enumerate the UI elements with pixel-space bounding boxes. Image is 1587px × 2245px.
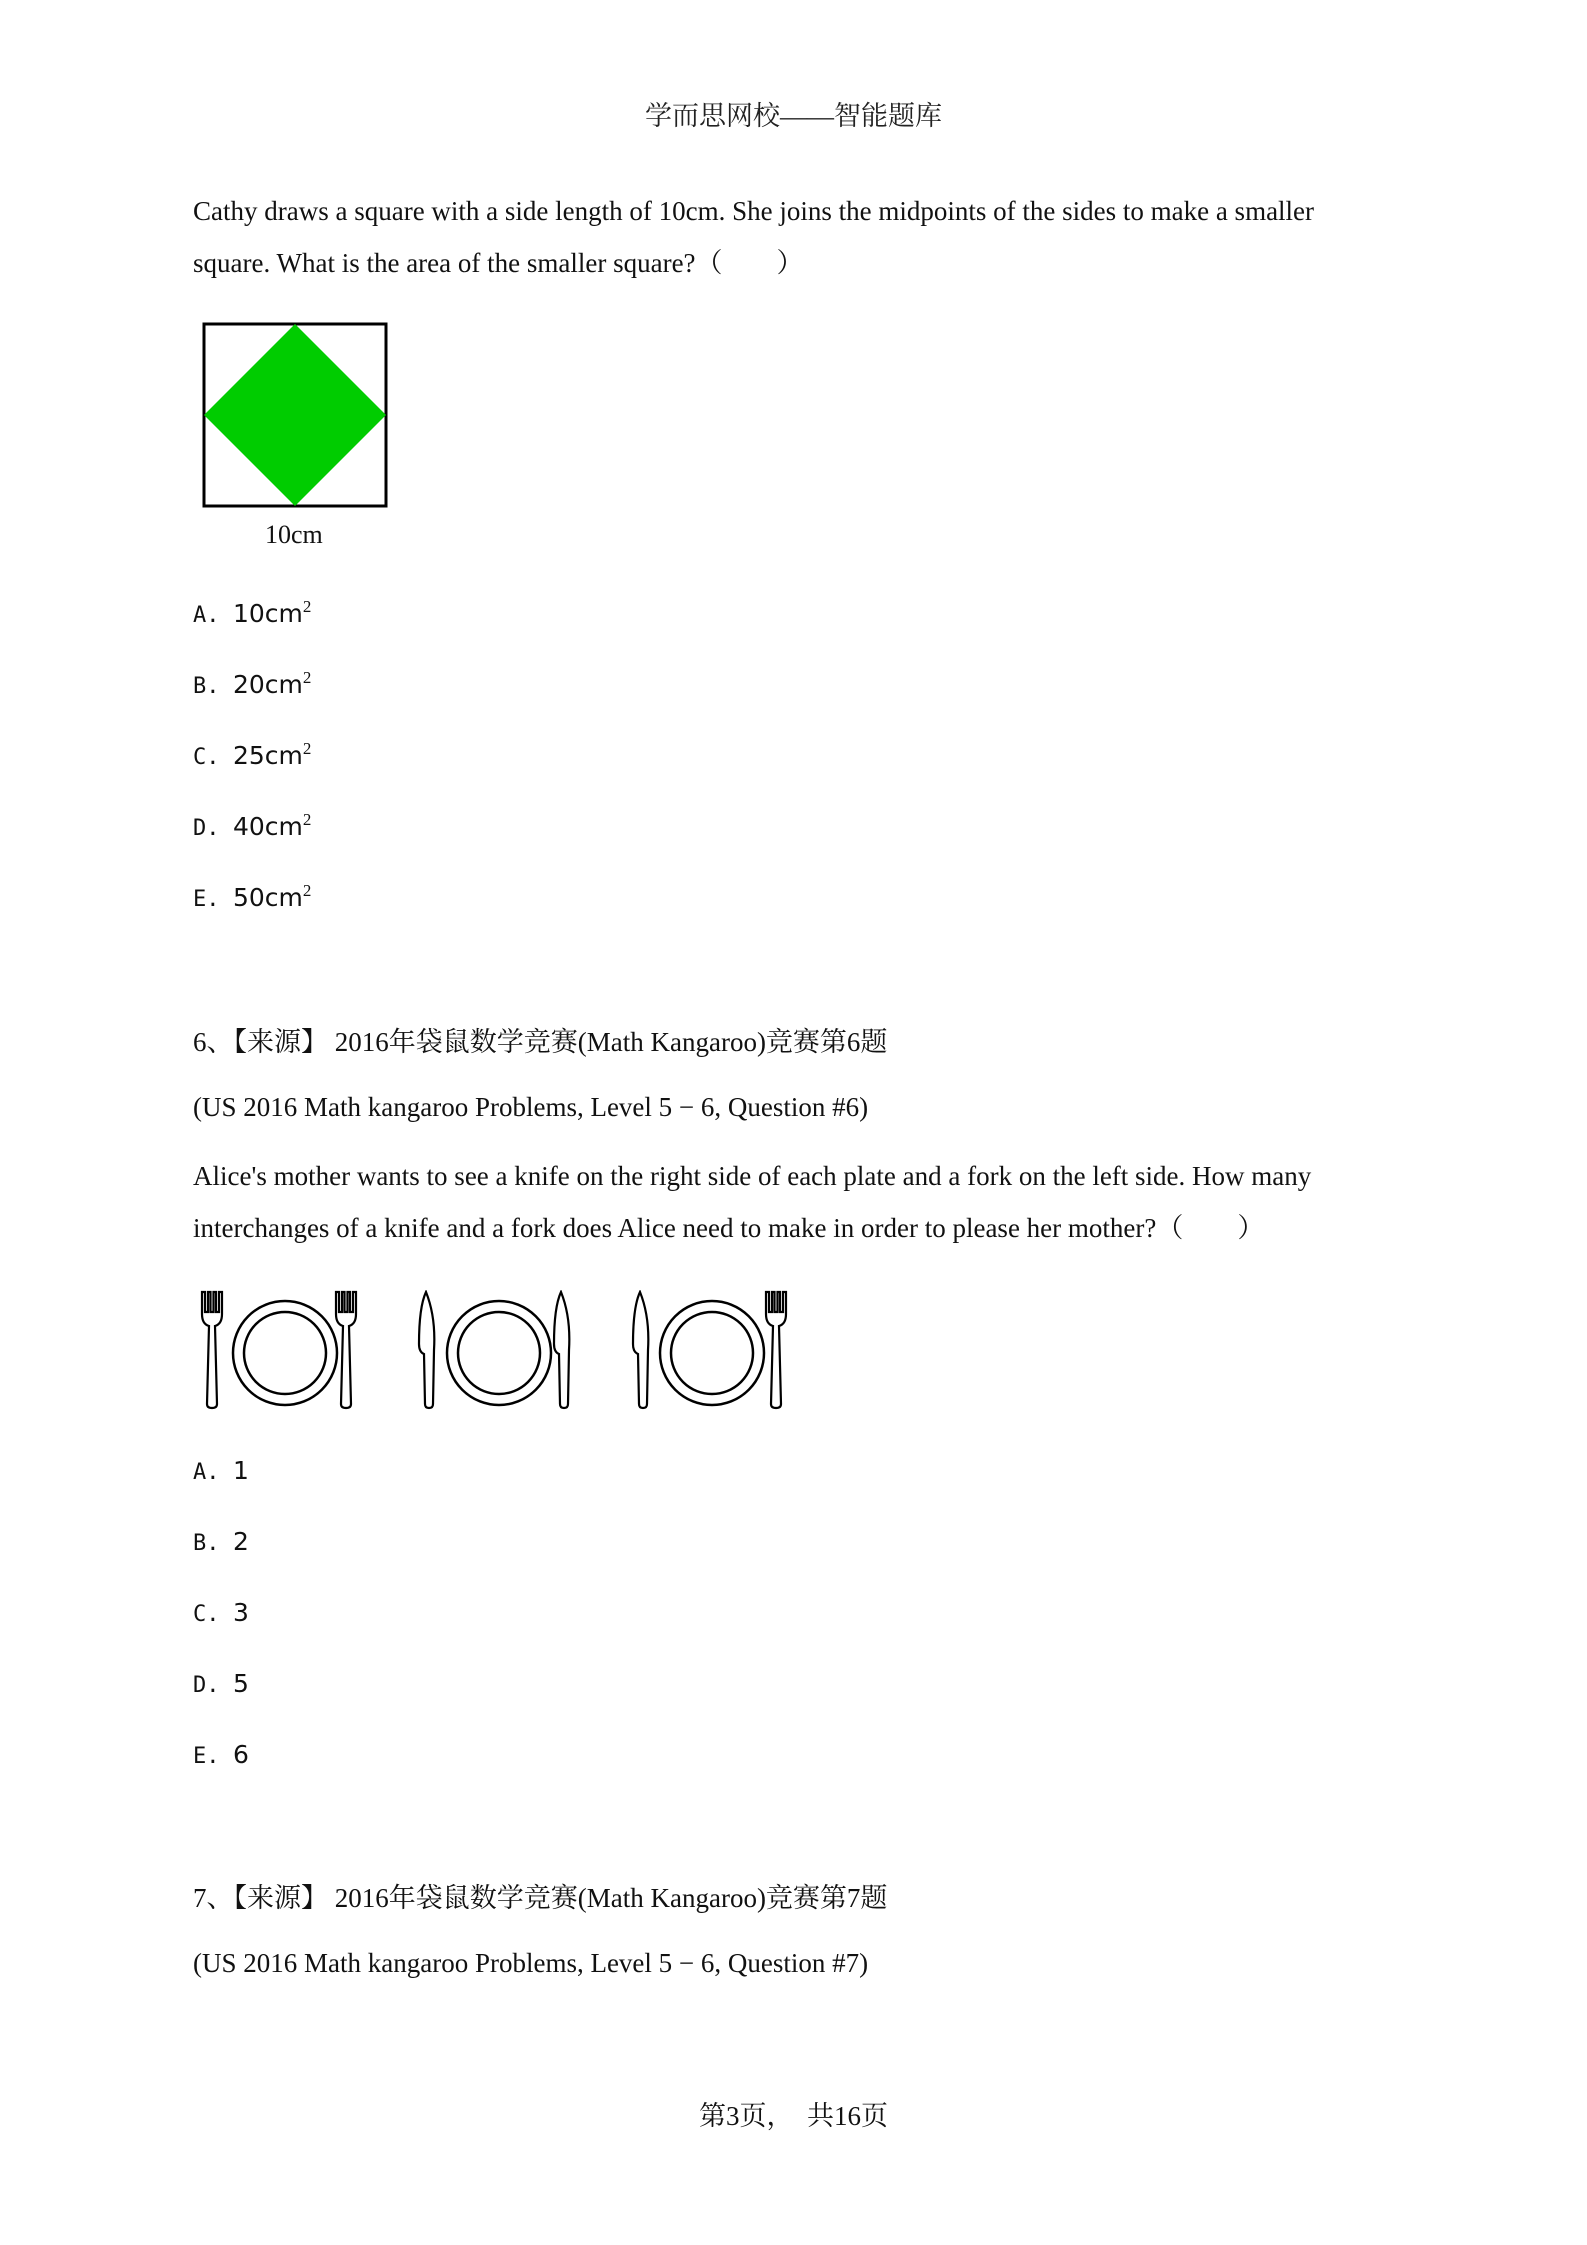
option-letter: D. <box>193 816 220 841</box>
option-letter: E. <box>193 887 220 912</box>
q6-option-b[interactable] <box>193 1521 249 1561</box>
table-setting-diagram <box>200 1290 800 1410</box>
knife-icon <box>554 1292 569 1408</box>
q5-option-e[interactable] <box>193 877 311 917</box>
q5-option-a[interactable] <box>193 593 311 633</box>
option-value: 5 <box>233 1669 249 1698</box>
option-value: 10cm <box>233 599 303 628</box>
fork-icon <box>336 1292 356 1408</box>
option-value: 2 <box>233 1527 249 1556</box>
option-exponent: 2 <box>302 597 312 616</box>
square-diagram <box>202 322 388 508</box>
option-value: 25cm <box>233 741 303 770</box>
option-exponent: 2 <box>302 668 312 687</box>
option-letter: C. <box>193 1602 220 1627</box>
question-7-reference: (US 2016 Math kangaroo Problems, Level 5 − 6, Question #7) <box>193 1948 869 1978</box>
q6-option-a[interactable] <box>193 1450 249 1490</box>
option-exponent: 2 <box>302 810 312 829</box>
fork-icon <box>202 1292 222 1408</box>
option-letter: B. <box>193 674 220 699</box>
plate-icon <box>233 1301 337 1405</box>
page-header: 学而思网校——智能题库 <box>645 101 942 131</box>
option-letter: A. <box>193 603 220 628</box>
option-exponent: 2 <box>302 881 312 900</box>
question-6-reference: (US 2016 Math kangaroo Problems, Level 5 − 6, Question #6) <box>193 1092 869 1122</box>
plate-icon <box>447 1301 551 1405</box>
question-5-stem <box>193 185 1403 289</box>
fork-icon <box>766 1292 786 1408</box>
q6-option-e[interactable] <box>193 1734 249 1774</box>
option-value: 3 <box>233 1598 249 1627</box>
question-6-stem-line-2: interchanges of a knife and a fork does Alice need to make in order to please her mother?（ ） <box>193 1213 1265 1243</box>
option-letter: C. <box>193 745 220 770</box>
plate-icon <box>660 1301 764 1405</box>
question-5-stem-line-1: Cathy draws a square with a side length of 10cm. She joins the midpoints of the sides to make a smaller <box>193 196 1315 226</box>
question-5-stem-line-2: square. What is the area of the smaller square?（ ） <box>193 248 804 278</box>
side-length-label: 10cm <box>265 520 323 549</box>
q5-option-d[interactable] <box>193 806 311 846</box>
inner-square <box>204 324 386 506</box>
question-7-source: 7、【来源】 2016年袋鼠数学竞赛(Math Kangaroo)竞赛第7题 <box>193 1883 888 1913</box>
q6-option-d[interactable] <box>193 1663 249 1703</box>
option-value: 40cm <box>233 812 303 841</box>
option-letter: D. <box>193 1673 220 1698</box>
question-6-stem <box>193 1150 1403 1254</box>
option-letter: E. <box>193 1744 220 1769</box>
q5-option-c[interactable] <box>193 735 311 775</box>
knife-icon <box>633 1292 648 1408</box>
question-6-source: 6、【来源】 2016年袋鼠数学竞赛(Math Kangaroo)竞赛第6题 <box>193 1027 888 1057</box>
option-value: 20cm <box>233 670 303 699</box>
knife-icon <box>419 1292 434 1408</box>
option-letter: A. <box>193 1460 220 1485</box>
option-letter: B. <box>193 1531 220 1556</box>
option-value: 50cm <box>233 883 303 912</box>
q6-option-c[interactable] <box>193 1592 249 1632</box>
option-exponent: 2 <box>302 739 312 758</box>
option-value: 6 <box>233 1740 249 1769</box>
option-value: 1 <box>233 1456 249 1485</box>
question-6-stem-line-1: Alice's mother wants to see a knife on the right side of each plate and a fork on the left side. How many <box>193 1161 1312 1191</box>
q5-option-b[interactable] <box>193 664 311 704</box>
page-footer: 第3页， 共16页 <box>699 2101 888 2131</box>
